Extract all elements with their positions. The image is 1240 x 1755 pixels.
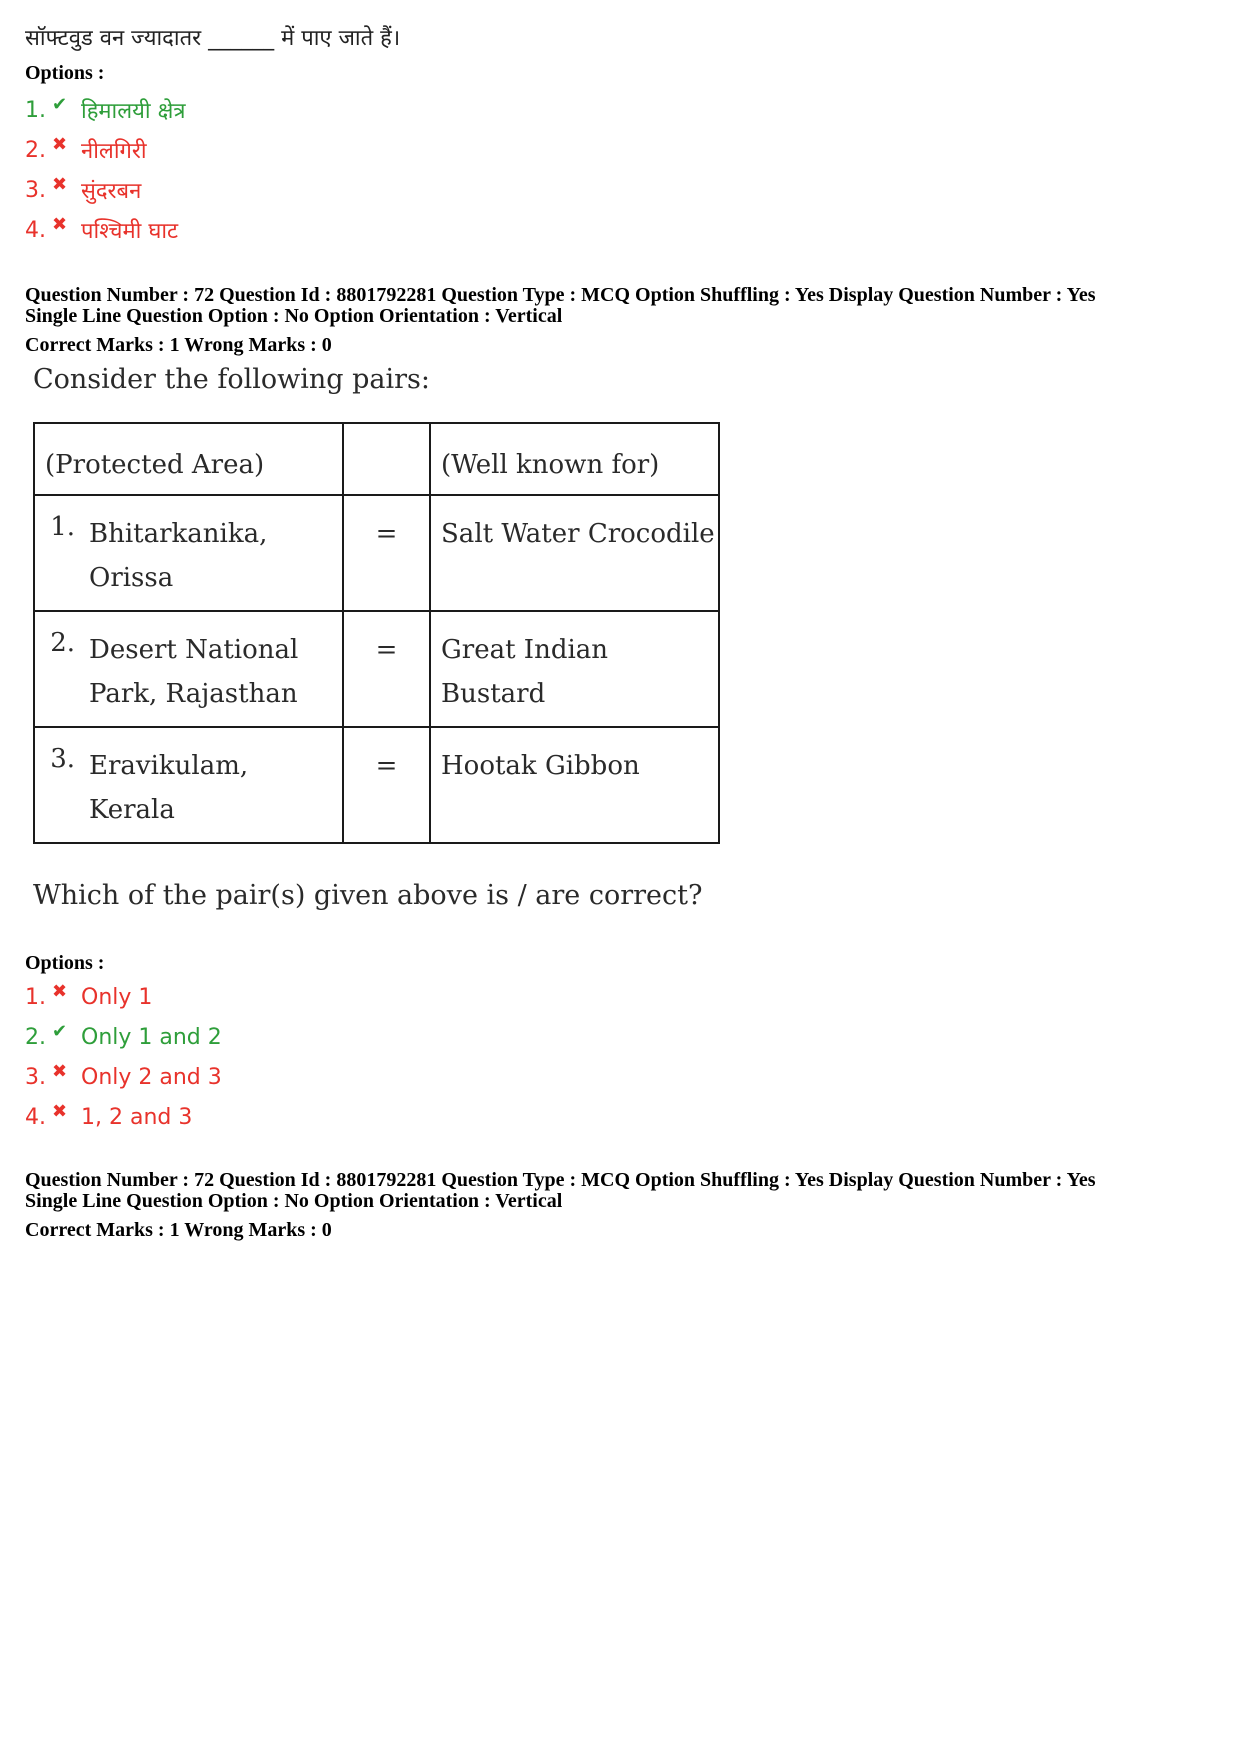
option-text: नीलगिरी [81, 139, 147, 164]
options-list [25, 977, 222, 1137]
prev-options-list [25, 90, 186, 250]
protected-area: Bhitarkanika, Orissa [89, 519, 268, 593]
prev-options-label: Options : [25, 62, 105, 84]
row-number: 3. [50, 744, 75, 774]
option-text: Only 1 [81, 984, 153, 1010]
prev-option-1[interactable] [25, 90, 186, 130]
option-text: Only 1 and 2 [81, 1024, 222, 1050]
cross-icon: ✖ [52, 133, 68, 155]
separator-cell: = [343, 495, 430, 611]
table-header-cell: (Protected Area) [34, 423, 343, 495]
next-question-marks: Correct Marks : 1 Wrong Marks : 0 [25, 1219, 332, 1241]
question-prompt: Which of the pair(s) given above is / are correct? [33, 880, 703, 911]
option-number: 4. [25, 1104, 46, 1130]
protected-area-cell [34, 611, 343, 727]
row-number: 2. [50, 628, 75, 658]
next-question-meta-line-2: Single Line Question Option : No Option Orientation : Vertical [25, 1190, 563, 1212]
option-text: Only 2 and 3 [81, 1064, 222, 1090]
prev-option-2[interactable] [25, 130, 186, 170]
option-1[interactable] [25, 977, 222, 1017]
options-label: Options : [25, 952, 105, 974]
cross-icon: ✖ [52, 1100, 68, 1122]
separator-cell: = [343, 727, 430, 843]
cross-icon: ✖ [52, 980, 68, 1002]
prev-question-text: सॉफ्टवुड वन ज्यादातर ______ में पाए जाते हैं। [25, 26, 401, 51]
option-4[interactable] [25, 1097, 222, 1137]
question-marks: Correct Marks : 1 Wrong Marks : 0 [25, 334, 332, 356]
cross-icon: ✖ [52, 1060, 68, 1082]
check-icon: ✔ [52, 1020, 68, 1042]
cross-icon: ✖ [52, 173, 68, 195]
option-text: सुंदरबन [81, 179, 142, 204]
known-for-cell: Hootak Gibbon [430, 727, 719, 843]
option-number: 2. [25, 1024, 46, 1050]
question-intro: Consider the following pairs: [33, 364, 430, 395]
table-header-cell [343, 423, 430, 495]
pairs-table [33, 422, 720, 844]
option-number: 1. [25, 97, 46, 123]
option-number: 2. [25, 137, 46, 163]
protected-area-cell [34, 495, 343, 611]
table-header-row [34, 423, 719, 495]
table-header-cell: (Well known for) [430, 423, 719, 495]
prev-option-3[interactable] [25, 170, 186, 210]
option-number: 4. [25, 217, 46, 243]
known-for-cell: Salt Water Crocodile [430, 495, 719, 611]
next-question-meta-line-1: Question Number : 72 Question Id : 8801792281 Question Type : MCQ Option Shuffling : Yes Display Question Number : Yes [25, 1169, 1096, 1191]
option-number: 1. [25, 984, 46, 1010]
option-text: 1, 2 and 3 [81, 1104, 193, 1130]
option-number: 3. [25, 177, 46, 203]
table-row [34, 495, 719, 611]
option-2[interactable] [25, 1017, 222, 1057]
option-text: पश्चिमी घाट [81, 219, 179, 244]
option-3[interactable] [25, 1057, 222, 1097]
option-text: हिमालयी क्षेत्र [81, 99, 186, 124]
question-meta-line-1: Question Number : 72 Question Id : 8801792281 Question Type : MCQ Option Shuffling : Yes Display Question Number : Yes [25, 284, 1096, 306]
known-for-cell: Great Indian Bustard [430, 611, 719, 727]
option-number: 3. [25, 1064, 46, 1090]
protected-area: Eravikulam, Kerala [89, 751, 249, 825]
question-meta-line-2: Single Line Question Option : No Option Orientation : Vertical [25, 305, 563, 327]
check-icon: ✔ [52, 93, 68, 115]
table-row [34, 727, 719, 843]
prev-option-4[interactable] [25, 210, 186, 250]
table-row [34, 611, 719, 727]
separator-cell: = [343, 611, 430, 727]
protected-area-cell [34, 727, 343, 843]
row-number: 1. [50, 512, 75, 542]
cross-icon: ✖ [52, 213, 68, 235]
protected-area: Desert National Park, Rajasthan [89, 635, 299, 709]
